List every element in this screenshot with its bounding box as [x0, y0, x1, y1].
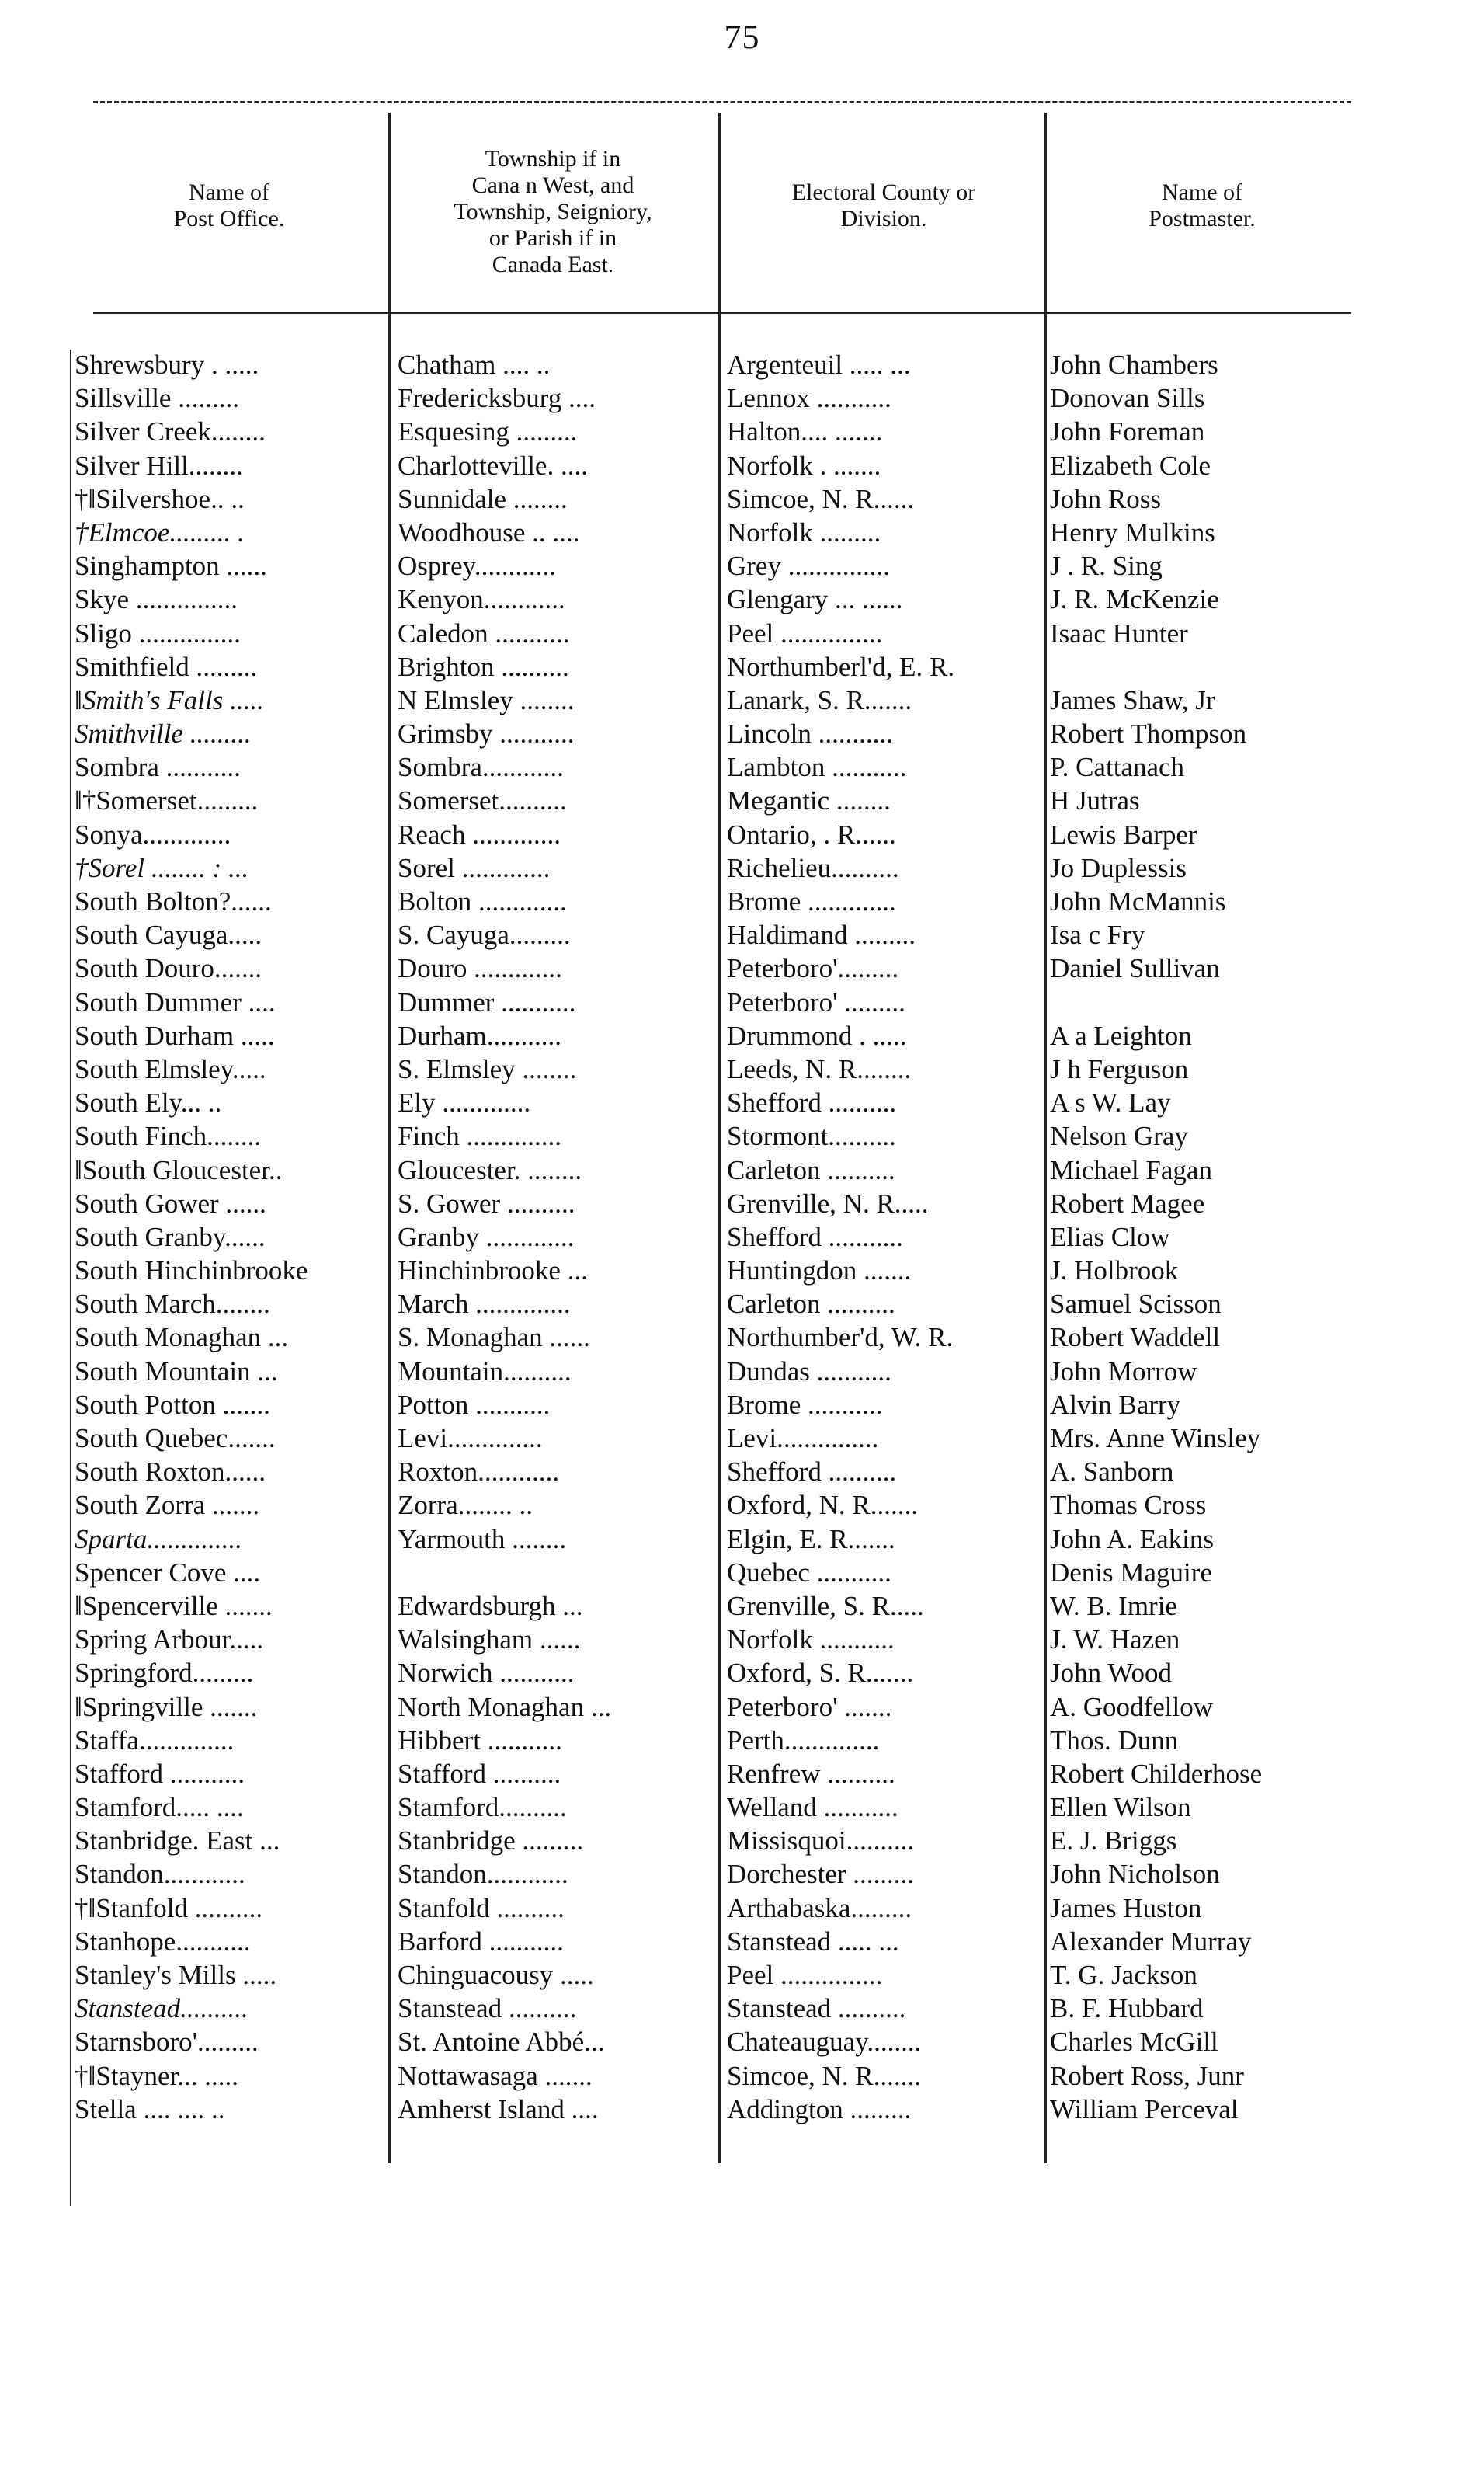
township-name: Osprey............ [398, 551, 556, 582]
electoral-county: Ontario, . R...... [727, 819, 896, 850]
township-name: Standon............ [398, 1859, 568, 1890]
post-office-name: South Dummer .... [75, 986, 276, 1018]
postmaster-name: Isa c Fry [1050, 920, 1145, 951]
postmaster-name: Mrs. Anne Winsley [1050, 1423, 1261, 1453]
post-office-name: South Quebec....... [75, 1423, 276, 1453]
table-row [0, 1656, 1484, 1689]
header-postmaster: Name of Postmaster. [1149, 179, 1256, 231]
post-office-name: ‖Spencerville ....... [75, 1590, 273, 1621]
electoral-county: Shefford .......... [727, 1087, 897, 1119]
township-name: Dummer ........... [398, 986, 576, 1018]
electoral-county: Richelieu.......... [727, 852, 899, 883]
township-name: Edwardsburgh ... [398, 1590, 583, 1621]
table-row [0, 482, 1484, 516]
electoral-county: Peel ............... [727, 618, 883, 649]
postmaster-name: B. F. Hubbard [1050, 1993, 1204, 2024]
township-name: N Elmsley ........ [398, 684, 575, 715]
electoral-county: Northumber'd, W. R. [727, 1322, 954, 1353]
electoral-county: Norfolk . ....... [727, 450, 881, 481]
postmaster-name: Alexander Murray [1050, 1926, 1252, 1957]
postmaster-name: Ellen Wilson [1050, 1792, 1191, 1823]
electoral-county: Grenville, S. R..... [727, 1590, 924, 1621]
table-row [0, 1119, 1484, 1153]
post-office-name: South Finch........ [75, 1121, 262, 1152]
electoral-county: Lennox ........... [727, 383, 891, 414]
postmaster-name: Denis Maguire [1050, 1557, 1212, 1588]
post-office-name: Skye ............... [75, 584, 238, 615]
post-office-name: ‖South Gloucester.. [75, 1154, 283, 1185]
table-row [0, 1522, 1484, 1556]
table-row [0, 1925, 1484, 1958]
electoral-county: Stormont.......... [727, 1121, 896, 1152]
table-row [0, 1958, 1484, 1992]
electoral-county: Huntingdon ....... [727, 1255, 912, 1286]
township-name: Zorra........ .. [398, 1490, 533, 1521]
township-name: Finch .............. [398, 1121, 561, 1152]
table-row [0, 1589, 1484, 1623]
township-name: Caledon ........... [398, 618, 570, 649]
township-name: Esquesing ......... [398, 416, 578, 447]
postmaster-name: Lewis Barper [1050, 819, 1197, 850]
township-name: Douro ............. [398, 953, 562, 984]
electoral-county: Welland ........... [727, 1792, 898, 1823]
postmaster-name: Elias Clow [1050, 1221, 1170, 1252]
township-name: Stanbridge ......... [398, 1825, 584, 1856]
table-row [0, 1556, 1484, 1589]
table-row [0, 1187, 1484, 1220]
township-name: Grimsby ........... [398, 719, 575, 750]
table-row [0, 818, 1484, 851]
postmaster-name: John Morrow [1050, 1355, 1197, 1387]
electoral-county: Oxford, S. R....... [727, 1658, 914, 1689]
electoral-county: Elgin, E. R....... [727, 1523, 895, 1554]
township-name: S. Cayuga......... [398, 920, 571, 951]
township-name: Sunnidale ........ [398, 483, 568, 514]
table-row [0, 918, 1484, 952]
table-row [0, 885, 1484, 918]
township-name: Durham........... [398, 1020, 561, 1051]
postmaster-name: William Perceval [1050, 2093, 1239, 2124]
township-name: Stanfold .......... [398, 1892, 565, 1923]
electoral-county: Arthabaska......... [727, 1892, 912, 1923]
postmaster-name: H Jutras [1050, 785, 1140, 816]
table-row [0, 617, 1484, 650]
post-office-name: South Douro....... [75, 953, 262, 984]
post-office-name: South Roxton...... [75, 1456, 266, 1488]
township-name: Sorel ............. [398, 852, 551, 883]
postmaster-name: Donovan Sills [1050, 383, 1205, 414]
table-row [0, 952, 1484, 985]
post-office-name: South Potton ....... [75, 1389, 270, 1420]
postmaster-name: Nelson Gray [1050, 1121, 1188, 1152]
table-row [0, 2025, 1484, 2058]
electoral-county: Peterboro'......... [727, 953, 899, 984]
township-name: Charlotteville. .... [398, 450, 588, 481]
electoral-county: Dorchester ......... [727, 1859, 915, 1890]
postmaster-name: Henry Mulkins [1050, 517, 1215, 548]
table-row [0, 1254, 1484, 1287]
table-row [0, 516, 1484, 549]
table-row [0, 583, 1484, 616]
postmaster-name: Isaac Hunter [1050, 618, 1188, 649]
township-name: Reach ............. [398, 819, 561, 850]
township-name: Gloucester. ........ [398, 1154, 582, 1185]
table-row [0, 1992, 1484, 2025]
post-office-name: Stanstead.......... [75, 1993, 248, 2024]
post-office-name: Springford......... [75, 1658, 254, 1689]
township-name: Amherst Island .... [398, 2093, 599, 2124]
township-name: Chinguacousy ..... [398, 1960, 594, 1990]
postmaster-name: T. G. Jackson [1050, 1960, 1197, 1990]
post-office-name: Shrewsbury . ..... [75, 350, 259, 380]
township-name: Stamford.......... [398, 1792, 567, 1823]
postmaster-name: Robert Magee [1050, 1188, 1205, 1219]
electoral-county: Simcoe, N. R...... [727, 483, 915, 514]
post-office-name: †‖Silvershoe.. .. [75, 483, 245, 514]
electoral-county: Norfolk ........... [727, 1624, 895, 1655]
township-name: Hinchinbrooke ... [398, 1255, 588, 1286]
post-office-name: Stella .... .... .. [75, 2093, 225, 2124]
postmaster-name: J. Holbrook [1050, 1255, 1179, 1286]
electoral-county: Lincoln ........... [727, 719, 893, 750]
electoral-county: Grenville, N. R..... [727, 1188, 929, 1219]
table-row [0, 449, 1484, 482]
post-office-name: Stanley's Mills ..... [75, 1960, 277, 1990]
post-office-name: South Granby...... [75, 1221, 266, 1252]
table-row [0, 348, 1484, 381]
post-office-name: Sillsville ......... [75, 383, 239, 414]
electoral-county: Drummond . ..... [727, 1020, 907, 1051]
table-row [0, 2093, 1484, 2126]
electoral-county: Chateauguay........ [727, 2027, 922, 2058]
post-office-name: †‖Stanfold .......... [75, 1892, 263, 1923]
township-name: Norwich ........... [398, 1658, 575, 1689]
electoral-county: Carleton .......... [727, 1154, 895, 1185]
postmaster-name: J h Ferguson [1050, 1053, 1189, 1084]
electoral-county: Lanark, S. R....... [727, 684, 912, 715]
township-name: Brighton .......... [398, 651, 569, 682]
township-name: Barford ........... [398, 1926, 564, 1957]
post-office-name: †Elmcoe......... . [75, 517, 245, 548]
post-office-name: Sombra ........... [75, 752, 241, 783]
electoral-county: Perth.............. [727, 1724, 880, 1755]
post-office-name: South Bolton?...... [75, 886, 272, 917]
postmaster-name: Thos. Dunn [1050, 1724, 1179, 1755]
township-name: Somerset.......... [398, 785, 567, 816]
post-office-name: †Sorel ........ : ... [75, 852, 249, 883]
postmaster-name: Robert Waddell [1050, 1322, 1221, 1353]
postmaster-name: John Foreman [1050, 416, 1205, 447]
postmaster-name: Robert Childerhose [1050, 1758, 1263, 1789]
post-office-name: Spring Arbour..... [75, 1624, 264, 1655]
township-name: Fredericksburg .... [398, 383, 596, 414]
post-office-name: Staffa.............. [75, 1724, 235, 1755]
electoral-county: Norfolk ......... [727, 517, 881, 548]
township-name: Mountain.......... [398, 1355, 572, 1387]
township-name: S. Gower .......... [398, 1188, 575, 1219]
township-name: Bolton ............. [398, 886, 567, 917]
township-name: March .............. [398, 1289, 571, 1320]
electoral-county: Grey ............... [727, 551, 890, 582]
table-row [0, 415, 1484, 448]
page-number: 75 [724, 18, 760, 56]
postmaster-name: John Chambers [1050, 350, 1218, 380]
header-electoral-county: Electoral County or Division. [791, 179, 976, 231]
township-name: Yarmouth ........ [398, 1523, 567, 1554]
table-header [70, 117, 1359, 307]
post-office-name: Stanbridge. East ... [75, 1825, 280, 1856]
electoral-county: Stanstead ..... ... [727, 1926, 899, 1957]
electoral-county: Argenteuil ..... ... [727, 350, 911, 380]
township-name: S. Monaghan ...... [398, 1322, 590, 1353]
postmaster-name: Charles McGill [1050, 2027, 1218, 2058]
electoral-county: Stanstead .......... [727, 1993, 906, 2024]
electoral-county: Lambton ........... [727, 752, 907, 783]
post-office-name: South Ely... .. [75, 1087, 222, 1119]
top-rule [93, 101, 1351, 103]
table-row [0, 1488, 1484, 1522]
postmaster-name: Jo Duplessis [1050, 852, 1187, 883]
table-row [0, 1321, 1484, 1354]
postmaster-name: J. R. McKenzie [1050, 584, 1219, 615]
post-office-name: South Mountain ... [75, 1355, 278, 1387]
post-office-name: ‖Springville ....... [75, 1691, 258, 1722]
township-name: Roxton............ [398, 1456, 560, 1488]
postmaster-name: A a Leighton [1050, 1020, 1192, 1051]
post-office-name: Stafford ........... [75, 1758, 245, 1789]
electoral-county: Glengary ... ...... [727, 584, 903, 615]
post-office-name: South Durham ..... [75, 1020, 275, 1051]
header-township: Township if in Cana n West, and Township, Seigniory, or Parish if in Canada East. [454, 145, 652, 277]
post-office-name: Sligo ............... [75, 618, 241, 649]
postmaster-name: Robert Ross, Junr [1050, 2060, 1244, 2091]
electoral-county: Simcoe, N. R....... [727, 2060, 921, 2091]
table-row [0, 750, 1484, 784]
post-office-name: South Zorra ....... [75, 1490, 260, 1521]
post-office-name: †‖Stayner... ..... [75, 2060, 239, 2091]
electoral-county: Quebec ........... [727, 1557, 891, 1588]
table-row [0, 851, 1484, 885]
table-row [0, 549, 1484, 583]
post-office-name: Smithville ......... [75, 719, 252, 750]
post-office-name: Silver Creek........ [75, 416, 266, 447]
township-name: Stafford .......... [398, 1758, 561, 1789]
township-name: Sombra............ [398, 752, 564, 783]
township-name: Hibbert ........... [398, 1724, 562, 1755]
township-name: North Monaghan ... [398, 1691, 612, 1722]
township-name: Kenyon............ [398, 584, 565, 615]
electoral-county: Haldimand ......... [727, 920, 916, 951]
post-office-name: South Elmsley..... [75, 1053, 266, 1084]
table-row [0, 1790, 1484, 1824]
table-row [0, 1455, 1484, 1488]
post-office-name: South Cayuga..... [75, 920, 262, 951]
postmaster-name: J. W. Hazen [1050, 1624, 1180, 1655]
electoral-county: Renfrew .......... [727, 1758, 895, 1789]
table-row [0, 784, 1484, 817]
header-post-office: Name of Post Office. [173, 179, 285, 231]
post-office-name: Spencer Cove .... [75, 1557, 261, 1588]
table-row [0, 2059, 1484, 2093]
postmaster-name: James Shaw, Jr [1050, 684, 1215, 715]
table-row [0, 1086, 1484, 1119]
post-office-name: Singhampton ...... [75, 551, 267, 582]
post-office-name: Sonya............. [75, 819, 231, 850]
table-row [0, 1388, 1484, 1421]
postmaster-name: Michael Fagan [1050, 1154, 1212, 1185]
table-row [0, 1053, 1484, 1086]
table-row [0, 1287, 1484, 1321]
electoral-county: Levi............... [727, 1423, 879, 1453]
table-row [0, 1623, 1484, 1656]
electoral-county: Leeds, N. R........ [727, 1053, 912, 1084]
post-office-name: Stanhope........... [75, 1926, 251, 1957]
postmaster-name: A. Goodfellow [1050, 1691, 1213, 1722]
electoral-county: Carleton .......... [727, 1289, 895, 1320]
post-office-name: South March........ [75, 1289, 270, 1320]
postmaster-name: James Huston [1050, 1892, 1202, 1923]
table-row [0, 717, 1484, 750]
electoral-county: Brome ............. [727, 886, 896, 917]
electoral-county: Addington ......... [727, 2093, 912, 2124]
electoral-county: Peterboro' ......... [727, 986, 905, 1018]
township-name: St. Antoine Abbé... [398, 2027, 605, 2058]
postmaster-name: P. Cattanach [1050, 752, 1185, 783]
township-name: Granby ............. [398, 1221, 575, 1252]
table-row [0, 1690, 1484, 1724]
table-row [0, 986, 1484, 1019]
electoral-county: Brome ........... [727, 1389, 883, 1420]
township-name: Stanstead .......... [398, 1993, 577, 2024]
postmaster-name: Alvin Barry [1050, 1389, 1181, 1420]
table-row [0, 1724, 1484, 1757]
township-name: Levi.............. [398, 1423, 543, 1453]
postmaster-name: J . R. Sing [1050, 551, 1163, 582]
post-office-table [0, 348, 1484, 2126]
postmaster-name: W. B. Imrie [1050, 1590, 1177, 1621]
postmaster-name: Daniel Sullivan [1050, 953, 1220, 984]
post-office-name: South Gower ...... [75, 1188, 266, 1219]
postmaster-name: John Ross [1050, 483, 1161, 514]
electoral-county: Oxford, N. R....... [727, 1490, 918, 1521]
table-row [0, 684, 1484, 717]
township-name: Potton ........... [398, 1389, 551, 1420]
table-row [0, 1421, 1484, 1455]
table-row [0, 1891, 1484, 1925]
post-office-name: Starnsboro'......... [75, 2027, 259, 2058]
table-row [0, 1757, 1484, 1790]
township-name: S. Elmsley ........ [398, 1053, 577, 1084]
township-name: Ely ............. [398, 1087, 531, 1119]
post-office-name: ‖†Somerset......... [75, 785, 259, 816]
electoral-county: Peterboro' ....... [727, 1691, 892, 1722]
electoral-county: Peel ............... [727, 1960, 883, 1990]
table-row [0, 1355, 1484, 1388]
table-row [0, 1857, 1484, 1891]
header-rule [93, 312, 1351, 314]
postmaster-name: Thomas Cross [1050, 1490, 1207, 1521]
electoral-county: Shefford ........... [727, 1221, 903, 1252]
township-name: Chatham .... .. [398, 350, 551, 380]
table-row [0, 1019, 1484, 1053]
postmaster-name: A s W. Lay [1050, 1087, 1171, 1119]
postmaster-name: Robert Thompson [1050, 719, 1247, 750]
electoral-county: Missisquoi.......... [727, 1825, 915, 1856]
table-row [0, 1153, 1484, 1187]
electoral-county: Megantic ........ [727, 785, 891, 816]
table-row [0, 650, 1484, 684]
postmaster-name: Elizabeth Cole [1050, 450, 1211, 481]
post-office-name: Silver Hill........ [75, 450, 243, 481]
table-row [0, 1220, 1484, 1254]
township-name: Woodhouse .. .... [398, 517, 580, 548]
electoral-county: Dundas ........... [727, 1355, 891, 1387]
post-office-name: South Monaghan ... [75, 1322, 289, 1353]
electoral-county: Halton.... ....... [727, 416, 883, 447]
postmaster-name: E. J. Briggs [1050, 1825, 1177, 1856]
post-office-name: ‖Smith's Falls ..... [75, 684, 264, 715]
post-office-name: South Hinchinbrooke [75, 1255, 308, 1286]
table-row [0, 381, 1484, 415]
post-office-name: Standon............ [75, 1859, 245, 1890]
postmaster-name: A. Sanborn [1050, 1456, 1174, 1488]
post-office-name: Sparta.............. [75, 1523, 242, 1554]
post-office-name: Stamford..... .... [75, 1792, 244, 1823]
post-office-name: Smithfield ......... [75, 651, 258, 682]
postmaster-name: John Wood [1050, 1658, 1172, 1689]
electoral-county: Northumberl'd, E. R. [727, 651, 955, 682]
electoral-county: Shefford .......... [727, 1456, 897, 1488]
township-name: Nottawasaga ....... [398, 2060, 593, 2091]
postmaster-name: John Nicholson [1050, 1859, 1220, 1890]
postmaster-name: John A. Eakins [1050, 1523, 1214, 1554]
table-row [0, 1824, 1484, 1857]
township-name: Walsingham ...... [398, 1624, 581, 1655]
postmaster-name: John McMannis [1050, 886, 1226, 917]
postmaster-name: Samuel Scisson [1050, 1289, 1222, 1320]
